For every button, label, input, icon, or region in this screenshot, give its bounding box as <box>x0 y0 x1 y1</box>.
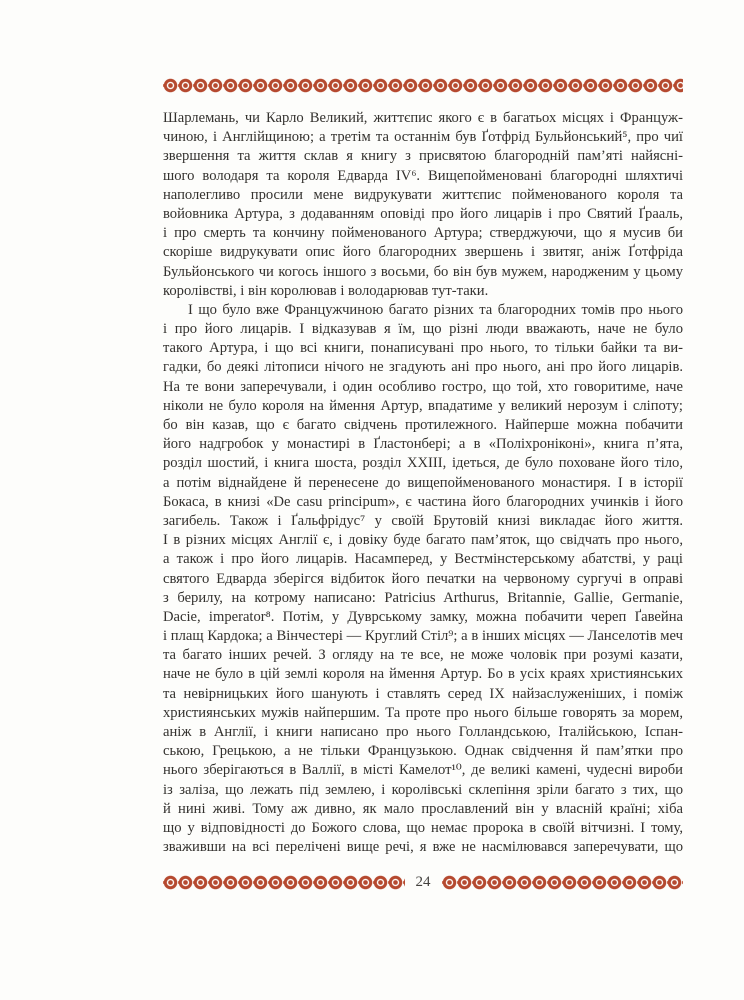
ornament-border-bottom-right <box>442 875 684 890</box>
text-line: скоріше видрукувати опис його благородних звершень і звитяг, аніж Ґотфріда <box>163 244 683 261</box>
text-line: та невірницьких його шанують і ставлять серед IX найзаслуженіших, і поміж <box>163 685 683 702</box>
text-line: і про його лицарів. І відказував я їм, що різні люди вважають, наче не було <box>163 321 683 338</box>
ornament-border-top <box>163 78 683 93</box>
text-line: що у відповідності до Божого слова, що немає пророка в своїй вітчизні. І тому, <box>163 819 683 836</box>
text-line: гадки, бо деякі літописи нічого не згадують ані про нього, ані про його лицарів. <box>163 359 683 376</box>
ornament-border-bottom-left <box>163 875 405 890</box>
text-line: та багато інших речей. З огляду на те все, не може чоловік при розумі казати, <box>163 647 683 664</box>
text-line: наче не було в цій землі короля на ймення Артур. Бо в усіх краях християнських <box>163 666 683 683</box>
text-line: із заліза, що лежать під землею, і королівські склепіння зріли багато з тих, що <box>163 781 683 798</box>
text-line: а також і про його лицарів. Насамперед, у Вестмінстерському абатстві, у раці <box>163 551 683 568</box>
text-line: Бульйонського чи когось іншого з восьми, бо він був мужем, народженим у цьому <box>163 263 683 280</box>
text-line: І в різних місцях Англії є, і довіку буде багато пам’яток, що свідчать про нього, <box>163 532 683 549</box>
text-line: й нині живі. Тому аж дивно, як мало прославлений він у власній країні; хіба <box>163 800 683 817</box>
text-line: такого Артура, і що всі книги, понаписувані про нього, то тільки байки та ви- <box>163 340 683 357</box>
text-line: наполегливо просили мене видрукувати життєпис пойменованого короля та <box>163 186 683 203</box>
text-line: і про смерть та кончину пойменованого Артура; стверджуючи, що я мусив би <box>163 225 683 242</box>
text-line: Бокаса, в книзі «De casu principum», є частина його благородних учинків і його <box>163 493 683 510</box>
text-line: Dacie, imperator⁸. Потім, у Дуврському замку, можна побачити череп Ґавейна <box>163 608 683 625</box>
page-footer <box>163 874 683 890</box>
page-number: 24 <box>415 874 431 890</box>
text-line: шого володаря та короля Едварда IV⁶. Вищепойменовані благородні шляхтичі <box>163 167 683 184</box>
text-line: войовника Артура, з додаванням оповіді про його лицарів і про Святий Ґрааль, <box>163 205 683 222</box>
text-column <box>163 109 683 857</box>
text-line: з берилу, на котрому написано: Patricius Arthurus, Britannie, Gallie, Germanie, <box>163 589 683 606</box>
text-line: Шарлемань, чи Карло Великий, життєпис якого є в багатьох місцях і Француж- <box>163 110 683 126</box>
text-line: ніколи не було короля на ймення Артур, впадатиме у великий нерозум і сліпоту; <box>163 397 683 414</box>
text-line: бо він казав, що є багато свідчень протилежного. Найперше можна побачити <box>163 417 683 433</box>
text-line: ською, Грецькою, а не тільки Французькою. Однак свідчення й пам’ятки про <box>163 743 683 760</box>
text-line: На те вони заперечували, і один особливо гостро, що той, хто говоритиме, наче <box>163 378 683 395</box>
text-line: аніж в Англії, і книги написано про нього Голландською, Італійською, Іспан- <box>163 724 683 740</box>
text-line: королівстві, і він королював і володарював тут-таки. <box>163 282 489 299</box>
text-line: розділ шостий, і книга шоста, розділ XXIII, ідеться, де було поховане його тіло, <box>163 455 683 472</box>
text-line: а потім віднайдене й перенесене до вищепойменованого монастиря. І в історії <box>163 474 683 491</box>
paragraph <box>163 301 683 857</box>
paragraph <box>163 109 683 301</box>
text-line: нього зберігаються в Валлії, в місті Камелот¹⁰, де великі камені, чудесні вироби <box>163 762 683 779</box>
text-line: християнських мужів найпершим. Та проте про нього більше говорять за морем, <box>163 704 683 721</box>
text-line: його надгробок у монастирі в Ґластонбері; а в «Поліхроніконі», книга п’ята, <box>163 436 683 453</box>
text-line: І що було вже Францужчиною багато різних та благородних томів про нього <box>188 301 683 318</box>
text-line: звершення та життя склав я книгу з присвятою благородній пам’яті найясні- <box>163 148 683 165</box>
text-line: і плащ Кардока; а Вінчестері — Круглий Стіл⁹; а в інших місцях — Ланселотів меч <box>163 628 683 645</box>
text-line: зваживши на всі перелічені вище речі, я вже не насмілювався заперечувати, що <box>163 839 683 856</box>
text-line: загибель. Також і Ґальфрідус⁷ у своїй Брутовій книзі викладає його життя. <box>163 512 683 529</box>
text-line: святого Едварда зберігся відбиток його печатки на червоному сургучі в оправі <box>163 570 683 587</box>
text-line: чиною, і Англійщиною; а третім та останнім був Ґотфрід Бульйонський⁵, про чиї <box>163 129 683 146</box>
